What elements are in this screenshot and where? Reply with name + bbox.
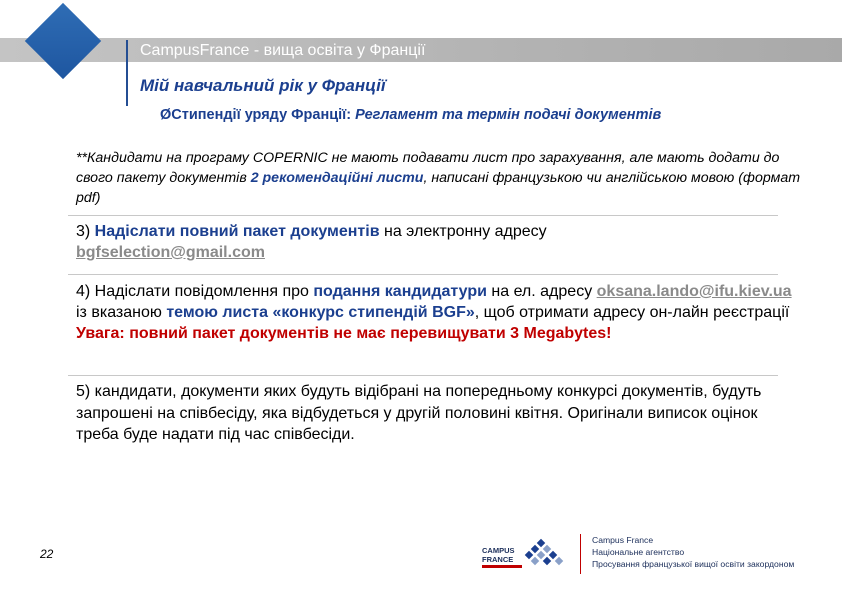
step-5: 5) кандидати, документи яких будуть відібрані на попередньому конкурсі документів, будуть запрошені на співбесіду, яка відбудеться у другій половині квітня. Оригінали виписок оцінок треба буде надати під час співбесіди. <box>76 383 762 443</box>
campus-france-logo <box>482 536 574 572</box>
subtitle-italic: Регламент та термін подачі документів <box>351 107 662 123</box>
logo-text-campus: CAMPUS <box>482 546 515 555</box>
slide-subtitle <box>160 107 661 123</box>
step4-mid2: із вказаною <box>76 304 167 321</box>
header-title: CampusFrance - вища освіта у Франції <box>140 42 426 59</box>
step4-bold2: темою листа «конкурс стипендій BGF» <box>166 304 475 321</box>
footer-info-line1: Campus France <box>592 535 654 545</box>
step4-suffix: , щоб отримати адресу он-лайн реєстрації <box>474 304 790 321</box>
step3-suffix: на электронну адресу <box>379 223 547 240</box>
step3-bold: Надіслати повний пакет документів <box>94 223 380 240</box>
step-4 <box>76 281 796 344</box>
step4-mid1: на ел. адресу <box>486 283 597 300</box>
step4-warning: Увага: повний пакет документів не має перевищувати 3 Megabytes! <box>76 325 612 342</box>
bullet-arrow-icon: Ø <box>160 107 172 123</box>
step-3 <box>76 221 776 263</box>
logo-diamond-grid-icon <box>525 539 563 565</box>
subtitle-main: Стипендії уряду Франції: <box>171 107 352 123</box>
step3-email-link[interactable]: bgfselection@gmail.com <box>76 244 265 261</box>
campusfrance-diamond-logo <box>25 3 101 79</box>
copernic-note <box>76 148 816 208</box>
page-number: 22 <box>40 547 54 561</box>
note-part1: **Кандидати на програму COPERNIC не мають подавати лист про зарахування, але мають додати до свого пакету документів <box>76 150 780 186</box>
section-title: Мій навчальний рік у Франції <box>140 76 386 95</box>
divider <box>68 375 778 376</box>
divider <box>68 215 778 216</box>
step4-prefix: 4) Надіслати повідомлення про <box>76 283 314 300</box>
note-part2: , написані французькою чи англійською мовою (формат pdf) <box>76 170 801 206</box>
footer-info-line3: Просування французької вищої освіти закордоном <box>592 559 795 569</box>
header-divider <box>126 40 128 106</box>
divider <box>68 274 778 275</box>
footer-divider <box>580 534 581 574</box>
step3-prefix: 3) <box>76 223 95 240</box>
step4-bold1: подання кандидатури <box>313 283 487 300</box>
footer-info-line2: Національне агентство <box>592 547 685 557</box>
note-highlight: 2 рекомендаційні листи <box>250 170 424 186</box>
step4-email-link[interactable]: oksana.lando@ifu.kiev.ua <box>596 283 792 300</box>
footer-info <box>592 534 794 570</box>
logo-text-france: FRANCE <box>482 555 514 564</box>
